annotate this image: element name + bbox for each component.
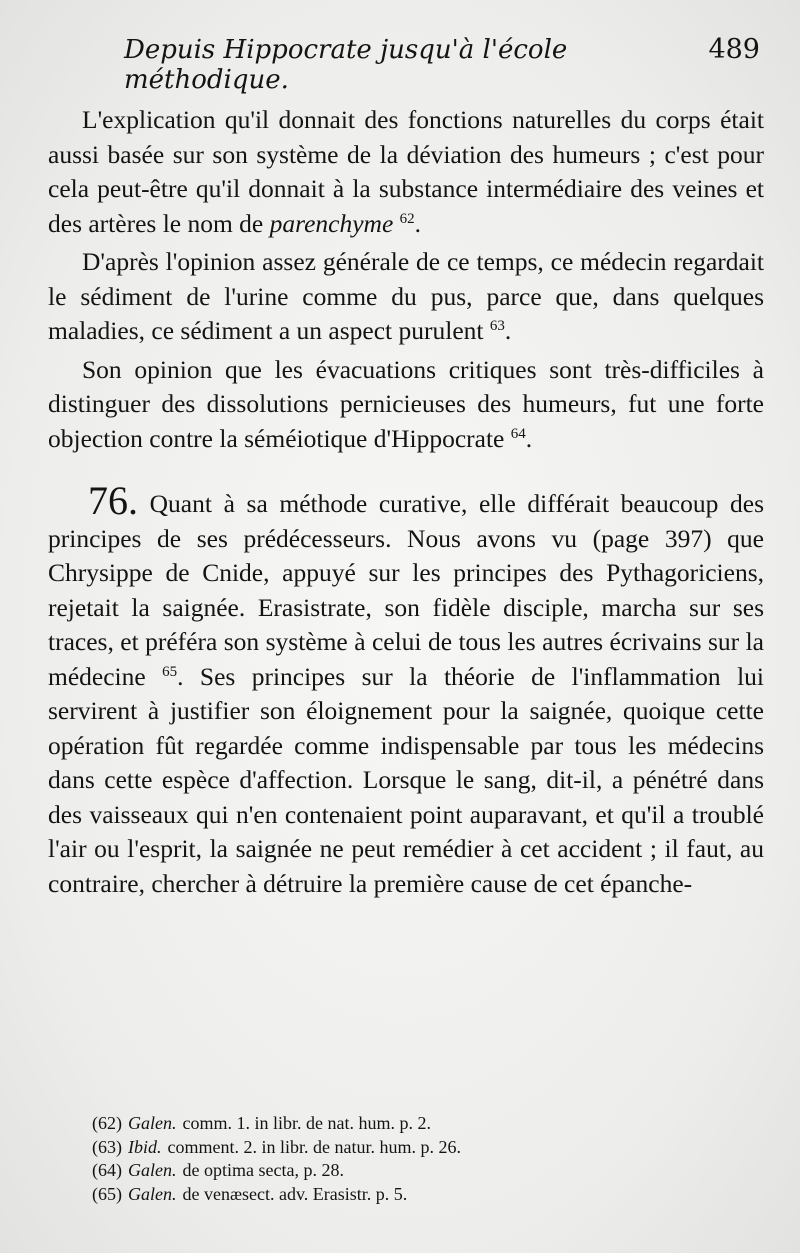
paragraph-1 [48, 103, 764, 241]
running-title: Depuis Hippocrate jusqu'à l'école méthodique. [124, 35, 568, 95]
paragraph-1-end: . [414, 208, 422, 238]
footnote-text: comment. 2. in libr. de natur. hum. p. 26. [167, 1136, 461, 1157]
page-number: 489 [708, 34, 760, 65]
footnote-64 [92, 1159, 760, 1183]
note-ref-65: 65 [162, 663, 178, 680]
footnote-author: Ibid. [128, 1136, 162, 1157]
footnote-ref: (64) [92, 1160, 122, 1180]
footnote-62 [92, 1112, 760, 1136]
footnote-text: de venæsect. adv. Erasistr. p. 5. [182, 1183, 408, 1204]
paragraph-3 [48, 353, 764, 457]
note-ref-62: 62 [399, 210, 415, 227]
paragraph-76-text-b: . Ses principes sur la théorie de l'inflammation lui servirent à justifier son éloignement pour la saignée, quoique cette opération fût regardée comme indispensable par tous les médecins dans cette espèce d'affection. Lorsque le sang, dit-il, a pénétré dans des vaisseaux qui n'en contenaient point auparavant, et qu'il a troublé l'air ou l'esprit, la saignée ne peut remédier à cet accident ; il faut, au contraire, chercher à détruire la première cause de cet épanche- [48, 661, 764, 898]
footnote-author: Galen. [128, 1113, 177, 1133]
footnote-ref: (62) [92, 1113, 122, 1133]
footnotes [92, 1112, 760, 1206]
paragraph-2-end: . [504, 316, 512, 345]
footnote-65 [92, 1183, 760, 1207]
paragraph-76-text-a: Quant à sa méthode curative, elle différait beaucoup des principes de ses prédécesseurs. Nous avons vu (page 397) que Chrysippe de Cnide, appuyé sur les principes des Pythagoriciens, rejetait la saignée. Erasistrate, son fidèle disciple, marcha sur ses traces, et préféra son système à celui de tous les autres écrivains sur la médecine [48, 489, 764, 691]
footnote-63 [92, 1136, 760, 1160]
paragraph-2-text: D'après l'opinion assez générale de ce temps, ce médecin regardait le sédiment de l'urine comme du pus, parce que, dans quelques maladies, ce sédiment a un aspect purulent [48, 247, 764, 345]
running-header [124, 34, 760, 95]
body-text [48, 103, 764, 901]
footnote-text: comm. 1. in libr. de nat. hum. p. 2. [182, 1113, 431, 1133]
footnote-ref: (63) [92, 1136, 122, 1157]
footnote-author: Galen. [128, 1183, 177, 1204]
note-ref-63: 63 [489, 318, 505, 334]
footnote-text: de optima secta, p. 28. [182, 1160, 344, 1180]
paragraph-3-end: . [525, 423, 533, 453]
footnote-author: Galen. [128, 1160, 177, 1180]
paragraph-1-italic-term: parenchyme [269, 208, 394, 238]
paragraph-2 [48, 245, 764, 349]
paragraph-76 [48, 478, 764, 901]
section-number: 76. [88, 478, 138, 523]
paragraph-3-text: Son opinion que les évacuations critiques sont très-difficiles à distinguer des dissolutions pernicieuses des humeurs, fut une forte objection contre la séméiotique d'Hippocrate [48, 354, 764, 453]
note-ref-64: 64 [510, 425, 526, 442]
paragraph-1-text: L'explication qu'il donnait des fonctions naturelles du corps était aussi basée sur son système de la déviation des humeurs ; c'est pour cela peut-être qu'il donnait à la substance intermédiaire des veines et des artères le nom de [48, 105, 764, 238]
footnote-ref: (65) [92, 1183, 122, 1204]
